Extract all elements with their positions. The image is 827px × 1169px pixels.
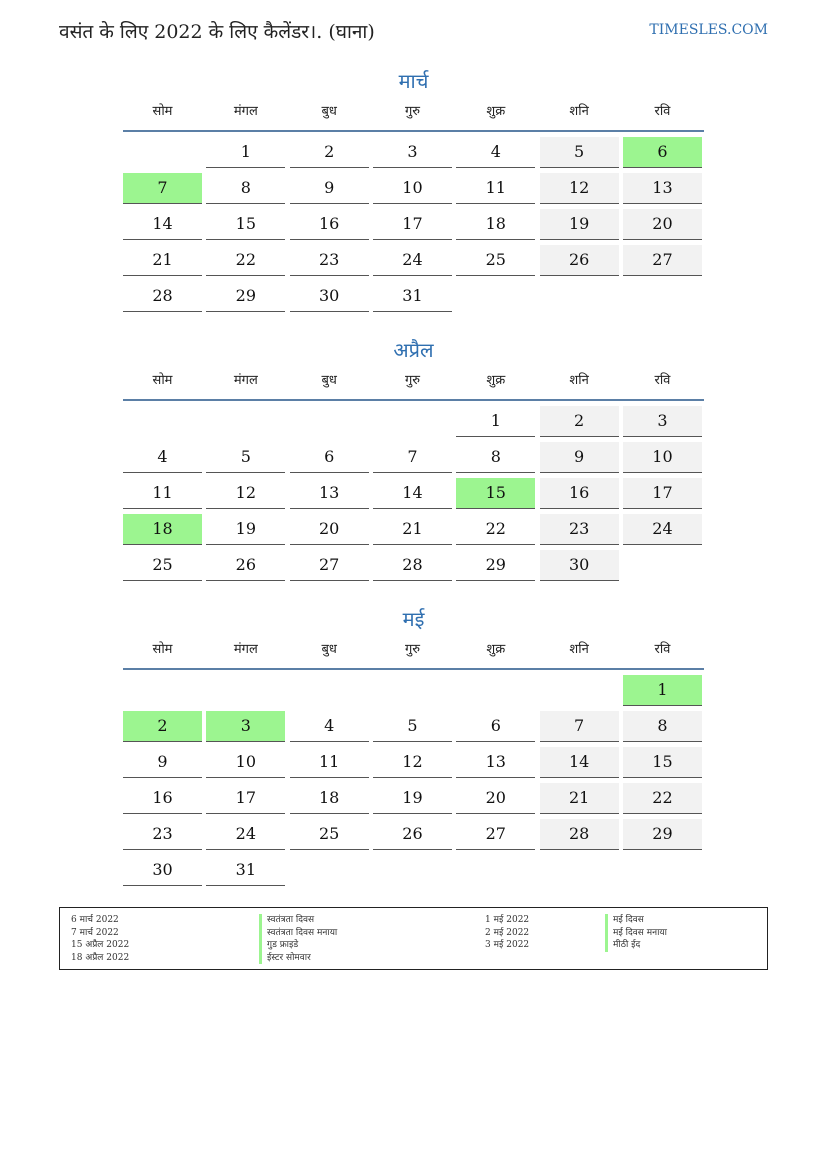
- day-cell[interactable]: 27: [623, 245, 702, 276]
- weekday-label: रवि: [654, 373, 671, 388]
- day-cell[interactable]: 21: [540, 783, 619, 814]
- empty-cell: [123, 675, 202, 706]
- holiday-legend: [59, 907, 768, 970]
- empty-cell: [290, 406, 369, 437]
- empty-cell: [456, 675, 535, 706]
- day-cell[interactable]: 22: [623, 783, 702, 814]
- day-cell[interactable]: 22: [456, 514, 535, 545]
- month-march: [123, 66, 704, 312]
- legend-holiday-name: मई दिवस: [605, 914, 667, 927]
- weekday-header: [123, 369, 704, 393]
- weekday-label: शुक्र: [486, 373, 506, 388]
- legend-holiday-name: स्वतंत्रता दिवस मनाया: [259, 927, 337, 940]
- day-cell[interactable]: 26: [206, 550, 285, 581]
- day-cell[interactable]: 10: [206, 747, 285, 778]
- day-cell[interactable]: 4: [123, 442, 202, 473]
- page-title: वसंत के लिए 2022 के लिए कैलेंडर।. (घाना): [59, 21, 375, 43]
- day-cell[interactable]: 2: [540, 406, 619, 437]
- day-cell[interactable]: 5: [540, 137, 619, 168]
- header-divider: [123, 668, 704, 670]
- legend-date: 15 अप्रैल 2022: [71, 940, 130, 950]
- weekday-label: शुक्र: [486, 104, 506, 119]
- day-cell[interactable]: 13: [623, 173, 702, 204]
- day-cell[interactable]: 29: [456, 550, 535, 581]
- day-cell[interactable]: 13: [290, 478, 369, 509]
- day-cell[interactable]: 31: [206, 855, 285, 886]
- day-cell[interactable]: 27: [290, 550, 369, 581]
- day-cell[interactable]: 30: [290, 281, 369, 312]
- weekday-label: शनि: [569, 104, 589, 119]
- day-grid: [123, 406, 704, 581]
- day-cell[interactable]: 21: [123, 245, 202, 276]
- day-cell[interactable]: 28: [373, 550, 452, 581]
- empty-cell: [123, 137, 202, 168]
- day-cell[interactable]: 11: [456, 173, 535, 204]
- month-may: [123, 604, 704, 886]
- legend-date: 1 मई 2022: [485, 915, 530, 925]
- weekday-header: [123, 100, 704, 124]
- day-cell[interactable]: 7: [373, 442, 452, 473]
- empty-cell: [206, 406, 285, 437]
- day-cell[interactable]: 29: [206, 281, 285, 312]
- legend-date: 6 मार्च 2022: [71, 915, 119, 925]
- day-cell[interactable]: 1: [623, 675, 702, 706]
- empty-cell: [123, 406, 202, 437]
- empty-cell: [290, 675, 369, 706]
- weekday-label: शनि: [569, 642, 589, 657]
- weekday-label: रवि: [654, 642, 671, 657]
- day-cell[interactable]: 2: [123, 711, 202, 742]
- day-cell[interactable]: 11: [123, 478, 202, 509]
- day-cell[interactable]: 10: [373, 173, 452, 204]
- weekday-header: [123, 638, 704, 662]
- month-title: मार्च: [398, 69, 429, 93]
- day-cell[interactable]: 18: [456, 209, 535, 240]
- weekday-label: शनि: [569, 373, 589, 388]
- day-cell[interactable]: 22: [206, 245, 285, 276]
- day-cell[interactable]: 9: [540, 442, 619, 473]
- day-cell[interactable]: 5: [206, 442, 285, 473]
- day-cell[interactable]: 3: [373, 137, 452, 168]
- day-cell[interactable]: 24: [206, 819, 285, 850]
- day-cell[interactable]: 28: [123, 281, 202, 312]
- day-cell[interactable]: 7: [540, 711, 619, 742]
- day-cell[interactable]: 8: [623, 711, 702, 742]
- day-cell[interactable]: 3: [206, 711, 285, 742]
- day-cell[interactable]: 12: [206, 478, 285, 509]
- legend-holiday-name: मीठी ईद: [605, 939, 667, 952]
- day-cell[interactable]: 12: [373, 747, 452, 778]
- day-grid: [123, 137, 704, 312]
- day-cell[interactable]: 11: [290, 747, 369, 778]
- weekday-label: गुरु: [404, 104, 421, 119]
- day-cell[interactable]: 19: [206, 514, 285, 545]
- legend-dates-left: [71, 914, 129, 964]
- weekday-label: बुध: [321, 373, 337, 388]
- day-cell[interactable]: 5: [373, 711, 452, 742]
- day-cell[interactable]: 27: [456, 819, 535, 850]
- day-cell[interactable]: 9: [123, 747, 202, 778]
- day-cell[interactable]: 6: [623, 137, 702, 168]
- day-cell[interactable]: 20: [290, 514, 369, 545]
- weekday-label: गुरु: [404, 642, 421, 657]
- month-april: [123, 335, 704, 581]
- weekday-label: बुध: [321, 104, 337, 119]
- weekday-label: शुक्र: [486, 642, 506, 657]
- day-cell[interactable]: 29: [623, 819, 702, 850]
- legend-date: 3 मई 2022: [485, 940, 530, 950]
- legend-holiday-name: स्वतंत्रता दिवस: [259, 914, 337, 927]
- weekday-label: रवि: [654, 104, 671, 119]
- legend-date: 2 मई 2022: [485, 927, 530, 938]
- day-grid: [123, 675, 704, 886]
- day-cell[interactable]: 30: [540, 550, 619, 581]
- day-cell[interactable]: 15: [456, 478, 535, 509]
- empty-cell: [373, 675, 452, 706]
- legend-names-left: [259, 914, 337, 964]
- day-cell[interactable]: 23: [123, 819, 202, 850]
- legend-date: 18 अप्रैल 2022: [71, 952, 130, 963]
- weekday-label: गुरु: [404, 373, 421, 388]
- day-cell[interactable]: 20: [456, 783, 535, 814]
- day-cell[interactable]: 6: [290, 442, 369, 473]
- empty-cell: [373, 406, 452, 437]
- header-divider: [123, 399, 704, 401]
- day-cell[interactable]: 23: [290, 245, 369, 276]
- day-cell[interactable]: 8: [206, 173, 285, 204]
- legend-names-right: [605, 914, 667, 952]
- day-cell[interactable]: 21: [373, 514, 452, 545]
- day-cell[interactable]: 10: [623, 442, 702, 473]
- day-cell[interactable]: 18: [290, 783, 369, 814]
- site-link[interactable]: TIMESLES.COM: [649, 22, 768, 38]
- day-cell[interactable]: 14: [123, 209, 202, 240]
- weekday-label: सोम: [152, 104, 173, 119]
- day-cell[interactable]: 9: [290, 173, 369, 204]
- legend-date: 7 मार्च 2022: [71, 927, 119, 938]
- day-cell[interactable]: 4: [290, 711, 369, 742]
- day-cell[interactable]: 17: [623, 478, 702, 509]
- day-cell[interactable]: 18: [123, 514, 202, 545]
- day-cell[interactable]: 1: [206, 137, 285, 168]
- empty-cell: [540, 675, 619, 706]
- day-cell[interactable]: 28: [540, 819, 619, 850]
- day-cell[interactable]: 24: [623, 514, 702, 545]
- weekday-label: बुध: [321, 642, 337, 657]
- day-cell[interactable]: 13: [456, 747, 535, 778]
- day-cell[interactable]: 14: [540, 747, 619, 778]
- day-cell[interactable]: 16: [123, 783, 202, 814]
- day-cell[interactable]: 25: [123, 550, 202, 581]
- empty-cell: [206, 675, 285, 706]
- day-cell[interactable]: 6: [456, 711, 535, 742]
- legend-dates-right: [485, 914, 529, 952]
- day-cell[interactable]: 25: [290, 819, 369, 850]
- day-cell[interactable]: 12: [540, 173, 619, 204]
- day-cell[interactable]: 24: [373, 245, 452, 276]
- day-cell[interactable]: 23: [540, 514, 619, 545]
- day-cell[interactable]: 30: [123, 855, 202, 886]
- month-title: मई: [402, 607, 425, 631]
- day-cell[interactable]: 14: [373, 478, 452, 509]
- day-cell[interactable]: 19: [373, 783, 452, 814]
- weekday-label: मंगल: [233, 104, 258, 119]
- day-cell[interactable]: 3: [623, 406, 702, 437]
- day-cell[interactable]: 17: [206, 783, 285, 814]
- weekday-label: सोम: [152, 373, 173, 388]
- day-cell[interactable]: 7: [123, 173, 202, 204]
- day-cell[interactable]: 1: [456, 406, 535, 437]
- legend-holiday-name: ईस्टर सोमवार: [259, 952, 337, 965]
- day-cell[interactable]: 25: [456, 245, 535, 276]
- day-cell[interactable]: 16: [540, 478, 619, 509]
- day-cell[interactable]: 15: [206, 209, 285, 240]
- day-cell[interactable]: 8: [456, 442, 535, 473]
- legend-holiday-name: गुड फ्राइडे: [259, 939, 337, 952]
- day-cell[interactable]: 17: [373, 209, 452, 240]
- day-cell[interactable]: 26: [540, 245, 619, 276]
- weekday-label: सोम: [152, 642, 173, 657]
- day-cell[interactable]: 31: [373, 281, 452, 312]
- month-title: अप्रैल: [393, 338, 434, 362]
- day-cell[interactable]: 15: [623, 747, 702, 778]
- weekday-label: मंगल: [233, 373, 258, 388]
- day-cell[interactable]: 20: [623, 209, 702, 240]
- day-cell[interactable]: 2: [290, 137, 369, 168]
- day-cell[interactable]: 26: [373, 819, 452, 850]
- legend-holiday-name: मई दिवस मनाया: [605, 927, 667, 940]
- day-cell[interactable]: 19: [540, 209, 619, 240]
- weekday-label: मंगल: [233, 642, 258, 657]
- day-cell[interactable]: 4: [456, 137, 535, 168]
- day-cell[interactable]: 16: [290, 209, 369, 240]
- header-divider: [123, 130, 704, 132]
